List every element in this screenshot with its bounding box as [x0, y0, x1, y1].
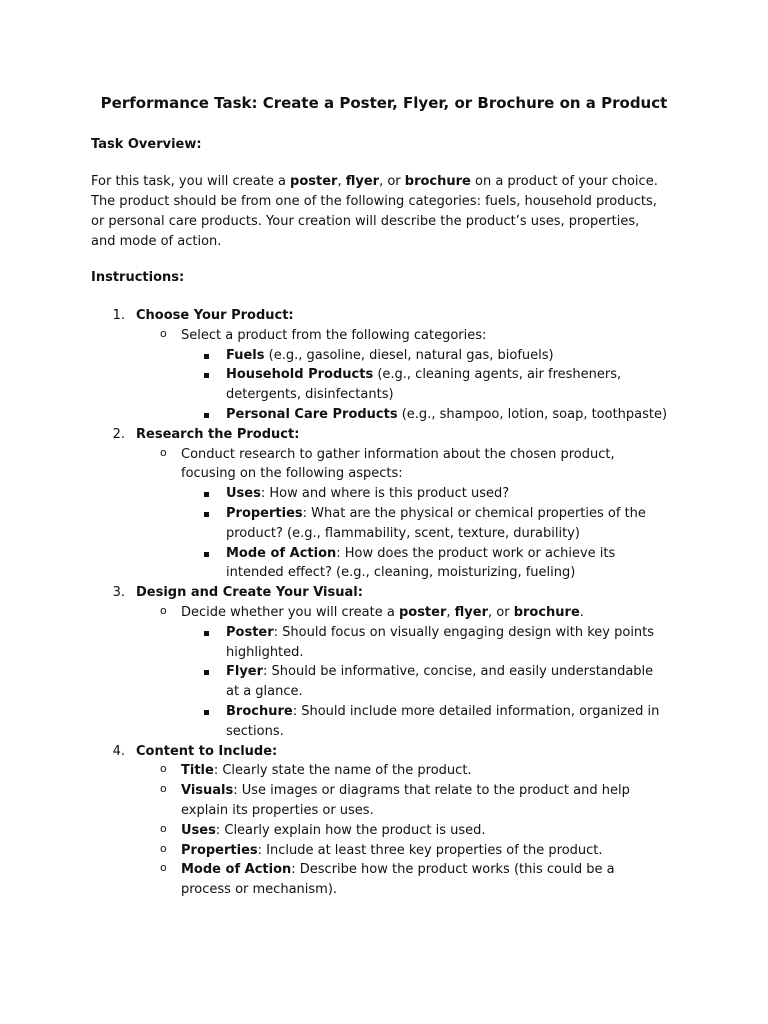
- sub-sub-list-item: Uses: How and where is this product used?: [226, 486, 510, 502]
- task-overview-paragraph: [91, 172, 691, 252]
- bold-term: Uses: [181, 822, 216, 838]
- sub-sub-list-item: product? (e.g., flammability, scent, texture, durability): [226, 525, 580, 541]
- list-item-label: [136, 583, 363, 603]
- list-item-label: [136, 742, 277, 762]
- bold-term: Flyer: [226, 664, 264, 680]
- sub-sub-list-item: at a glance.: [226, 684, 303, 700]
- square-bullet-icon: [204, 354, 209, 359]
- bold-term: flyer: [345, 174, 380, 189]
- bold-term: Brochure: [226, 704, 293, 719]
- list-number: 1.: [112, 308, 125, 323]
- bold-term: Poster: [226, 624, 274, 640]
- bold-term: Personal Care Products: [226, 407, 398, 422]
- circle-bullet-icon: o: [160, 861, 167, 875]
- sub-list-item: process or mechanism).: [181, 882, 338, 898]
- bold-term: Mode of Action: [181, 862, 292, 878]
- bold-term: Content to Include:: [136, 743, 278, 759]
- task-overview-heading: Task Overview:: [91, 137, 202, 152]
- sub-sub-list-item: Poster: Should focus on visually engaging design with key points: [226, 624, 655, 640]
- sub-list-item: Properties: Include at least three key properties of the product.: [181, 842, 603, 858]
- circle-bullet-icon: o: [160, 782, 167, 796]
- bold-term: Properties: [226, 506, 303, 521]
- circle-bullet-icon: o: [160, 762, 167, 776]
- square-bullet-icon: [204, 631, 209, 636]
- paragraph-line: or personal care products. Your creation will describe the product’s uses, properties,: [91, 214, 640, 229]
- page-title: Performance Task: Create a Poster, Flyer, or Brochure on a Product: [100, 94, 668, 112]
- list-number: 4.: [112, 743, 125, 759]
- circle-bullet-icon: o: [160, 326, 167, 340]
- bold-term: Household Products: [226, 367, 374, 383]
- square-bullet-icon: [204, 512, 209, 517]
- sub-sub-list-item: highlighted.: [226, 644, 304, 660]
- paragraph-line: and mode of action.: [91, 234, 222, 249]
- square-bullet-icon: [204, 373, 209, 378]
- sub-sub-list-item: Brochure: Should include more detailed information, organized in: [226, 704, 660, 719]
- square-bullet-icon: [204, 413, 209, 418]
- sub-list-item: Select a product from the following categories:: [181, 327, 487, 343]
- sub-list-item: focusing on the following aspects:: [181, 466, 403, 482]
- bold-term: Fuels: [226, 347, 265, 363]
- list-item-label: [136, 425, 299, 445]
- bold-term: flyer: [454, 605, 488, 620]
- sub-list-item: explain its properties or uses.: [181, 803, 374, 818]
- list-number: 3.: [112, 585, 125, 601]
- bold-term: Design and Create Your Visual:: [136, 585, 363, 601]
- sub-list-item: Uses: Clearly explain how the product is used.: [181, 822, 486, 838]
- bold-term: Mode of Action: [226, 545, 337, 561]
- circle-bullet-icon: o: [160, 841, 167, 855]
- sub-list-item: Conduct research to gather information about the chosen product,: [181, 446, 615, 462]
- bold-term: brochure: [404, 174, 471, 189]
- bold-term: poster: [290, 174, 338, 189]
- sub-sub-list-item: detergents, disinfectants): [226, 387, 394, 403]
- paragraph-line: The product should be from one of the following categories: fuels, household products,: [91, 194, 657, 209]
- bold-term: Research the Product:: [136, 426, 300, 442]
- square-bullet-icon: [204, 552, 209, 557]
- sub-sub-list-item: intended effect? (e.g., cleaning, moisturizing, fueling): [226, 565, 576, 581]
- circle-bullet-icon: o: [160, 445, 167, 459]
- square-bullet-icon: [204, 492, 209, 497]
- sub-sub-list-item: sections.: [226, 723, 284, 739]
- bold-term: Choose Your Product:: [136, 308, 294, 323]
- sub-sub-list-item: Flyer: Should be informative, concise, and easily understandable: [226, 664, 654, 680]
- square-bullet-icon: [204, 670, 209, 675]
- sub-list-item: Decide whether you will create a poster, flyer, or brochure.: [181, 605, 584, 620]
- sub-sub-list-item: Mode of Action: How does the product work or achieve its: [226, 545, 616, 561]
- bold-term: Uses: [226, 486, 261, 502]
- instructions-heading: Instructions:: [91, 270, 185, 285]
- bold-term: poster: [398, 605, 447, 620]
- sub-sub-list-item: Fuels (e.g., gasoline, diesel, natural gas, biofuels): [226, 347, 554, 363]
- square-bullet-icon: [204, 710, 209, 715]
- sub-list-item: Visuals: Use images or diagrams that relate to the product and help: [181, 783, 630, 799]
- sub-sub-list-item: Properties: What are the physical or chemical properties of the: [226, 506, 646, 521]
- sub-list-item: Mode of Action: Describe how the product works (this could be a: [181, 862, 615, 878]
- list-item-label: [136, 306, 294, 326]
- bold-term: Visuals: [181, 783, 234, 799]
- bold-term: Properties: [181, 842, 258, 858]
- bold-term: brochure: [513, 605, 580, 620]
- bold-term: Title: [181, 763, 214, 779]
- sub-sub-list-item: Household Products (e.g., cleaning agents, air fresheners,: [226, 367, 622, 383]
- circle-bullet-icon: o: [160, 821, 167, 835]
- circle-bullet-icon: o: [160, 604, 167, 617]
- sub-list-item: Title: Clearly state the name of the product.: [181, 763, 472, 779]
- sub-sub-list-item: Personal Care Products (e.g., shampoo, lotion, soap, toothpaste): [226, 407, 668, 422]
- paragraph-line: For this task, you will create a poster, flyer, or brochure on a product of your choice.: [91, 174, 658, 189]
- list-number: 2.: [112, 426, 125, 442]
